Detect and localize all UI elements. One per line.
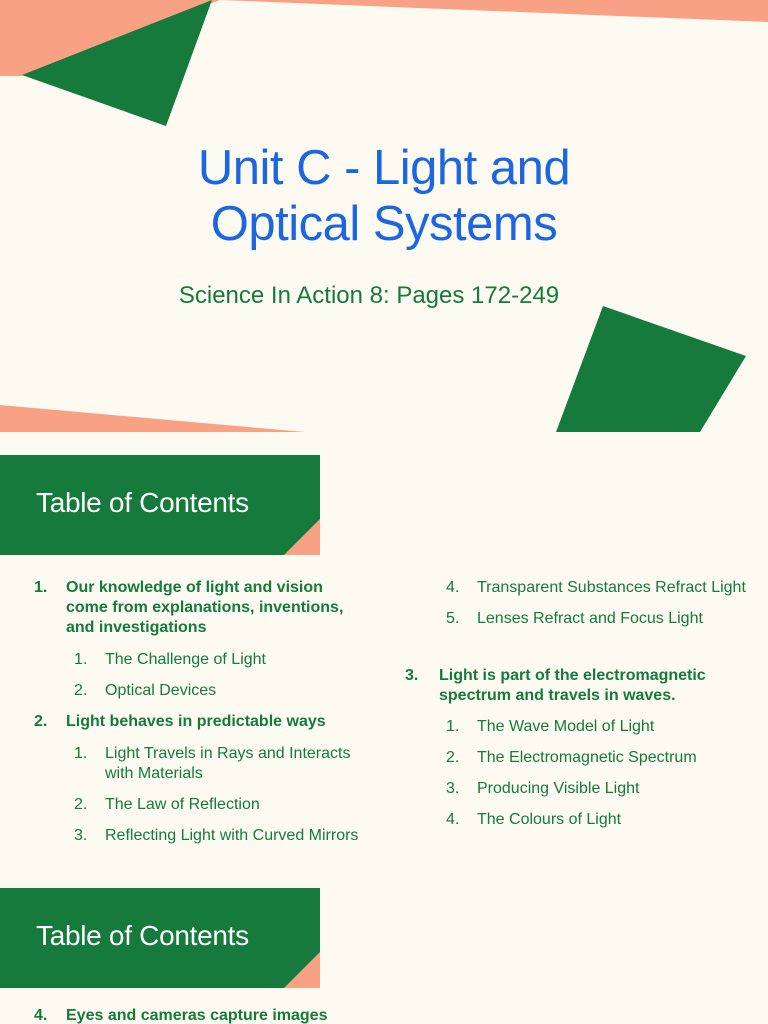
slide-title: [0, 140, 768, 252]
toc-slide-1: [0, 432, 768, 866]
section-number: 3.: [405, 667, 419, 684]
toc-banner: [0, 888, 320, 988]
title-slide: [0, 0, 768, 432]
slide-subtitle: Science In Action 8: Pages 172-249: [178, 282, 560, 309]
toc-section-4: [34, 1006, 394, 1024]
toc-content: 1. Our knowledge of light and vision come from explanations, inventions, and investigations 1. The Challenge of Light 2. Optical Devices 2. Light behaves in predictable ways 1. Light Travels in Rays and Interacts with Materials 2. The Law of Reflection 3. Reflecting Light with Curved Mirrors 4. Transparent Substances Refract Light 5. Lenses Refract and Focus Light 3. Light is part of the electromagnetic spectrum and travels in waves. 1. The Wave Model of Light 2. The Electromagnetic Spectrum 3. Producing Visible Light 4. The Colours of Light: [0, 432, 768, 866]
toc-heading: Table of Contents: [36, 487, 249, 518]
section-title: Light is part of the electromagnetic spectrum and travels in waves.: [439, 667, 706, 704]
section-title: Eyes and cameras capture images: [66, 1007, 328, 1024]
toc-slide-2: [0, 866, 768, 1024]
title-line-1: Unit C - Light and: [197, 141, 571, 195]
section-title: Light behaves in predictable ways: [66, 713, 326, 730]
section-number: 4.: [34, 1007, 48, 1024]
toc-heading: Table of Contents: [36, 920, 249, 951]
title-line-2: Optical Systems: [210, 197, 558, 251]
banner-corner-accent: [284, 952, 320, 988]
section-number: 1.: [34, 579, 48, 596]
section-number: 2.: [34, 713, 48, 730]
section-title: Our knowledge of light and vision come from explanations, inventions, and investigations: [66, 579, 344, 636]
